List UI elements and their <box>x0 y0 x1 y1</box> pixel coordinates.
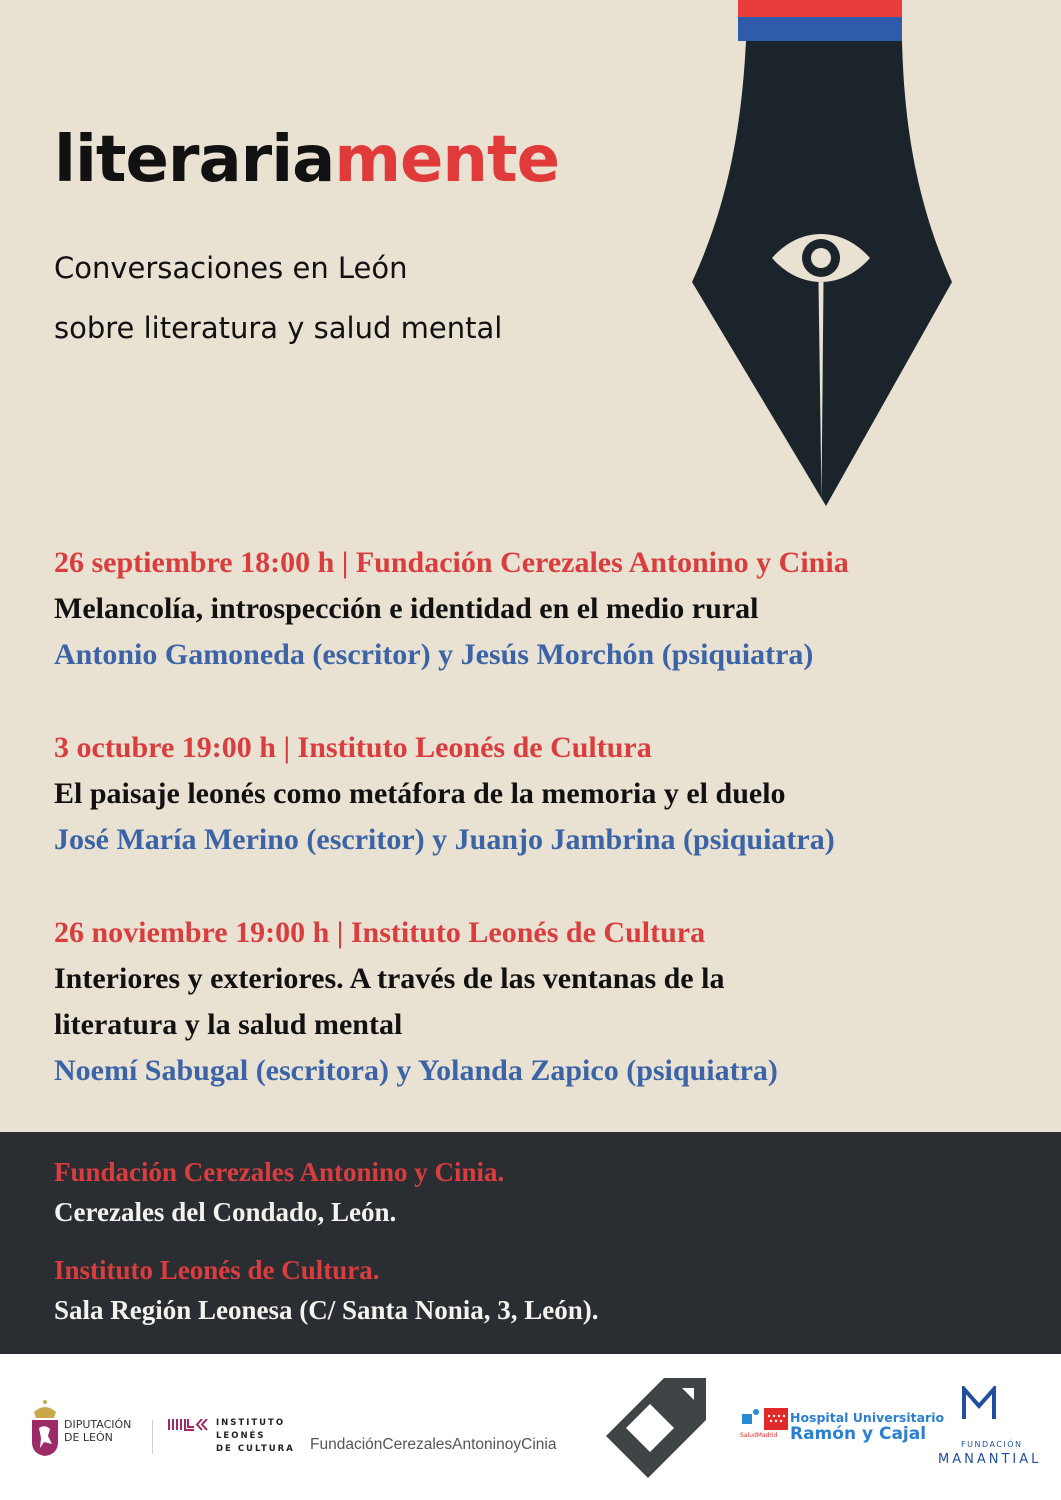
event-1 <box>54 540 1044 678</box>
logo-fundacion-manantial <box>935 1384 1055 1468</box>
event-speakers: Noemí Sabugal (escritora) y Yolanda Zapico (psiquiatra) <box>54 1054 778 1087</box>
subtitle-line-1: Conversaciones en León <box>54 251 408 285</box>
hospital-tag: SaludMadrid <box>740 1432 778 1439</box>
ilc-line-2: LEONÉS <box>216 1431 266 1441</box>
venue-name: Fundación Cerezales Antonino y Cinia. <box>54 1157 505 1187</box>
logo-hospital-ramon-y-cajal <box>740 1408 945 1448</box>
brand-prefix: literaria <box>54 123 335 197</box>
diputacion-line-2: DE LEÓN <box>64 1431 113 1444</box>
venue-address: Cerezales del Condado, León. <box>54 1197 397 1227</box>
hospital-line-2: Ramón y Cajal <box>790 1424 927 1444</box>
event-date-venue: 26 noviembre 19:00 h | Instituto Leonés de Cultura <box>54 916 706 949</box>
venue-1 <box>54 1152 504 1232</box>
cerezales-text-5: Cinia <box>521 1436 557 1453</box>
diputacion-line-1: DIPUTACIÓN <box>64 1418 132 1431</box>
brand-title <box>54 123 559 197</box>
venue-2 <box>54 1250 599 1330</box>
cerezales-text-3: Antonino <box>452 1436 514 1453</box>
event-title: Melancolía, introspección e identidad en el medio rural <box>54 592 759 625</box>
manantial-line-1: FUNDACIÓN <box>961 1440 1023 1449</box>
manantial-line-2: MANANTIAL <box>938 1452 1042 1467</box>
event-speakers: José María Merino (escritor) y Juanjo Jambrina (psiquiatra) <box>54 823 835 856</box>
cerezales-text-4: y <box>513 1436 522 1453</box>
event-2 <box>54 725 1044 863</box>
venue-address: Sala Región Leonesa (C/ Santa Nonia, 3, León). <box>54 1295 599 1325</box>
event-3 <box>54 910 1044 1094</box>
subtitle-line-2: sobre literatura y salud mental <box>54 311 503 345</box>
crown-shield-icon <box>30 1398 60 1456</box>
fountain-pen-nib-with-eye-icon <box>690 0 955 510</box>
salud-madrid-icon <box>740 1408 788 1430</box>
event-date-venue: 3 octubre 19:00 h | Instituto Leonés de Cultura <box>54 731 652 764</box>
event-title: El paisaje leonés como metáfora de la memoria y el duelo <box>54 777 786 810</box>
event-title-line-2: literatura y la salud mental <box>54 1008 403 1041</box>
cerezales-text-1: Fundación <box>310 1436 383 1453</box>
hospital-line-1: Hospital Universitario <box>790 1410 945 1425</box>
logo-fundacion-cerezales <box>310 1436 556 1454</box>
venues-band <box>0 1132 1061 1354</box>
sponsor-logos-strip <box>0 1354 1061 1500</box>
cerezales-text-2: Cerezales <box>382 1436 453 1453</box>
venue-name: Instituto Leonés de Cultura. <box>54 1255 380 1285</box>
logo-diputacion-leon <box>30 1398 150 1458</box>
manantial-m-icon <box>961 1386 997 1420</box>
event-date-venue: 26 septiembre 18:00 h | Fundación Cerezales Antonino y Cinia <box>54 546 849 579</box>
brand-suffix: mente <box>334 123 559 197</box>
event-speakers: Antonio Gamoneda (escritor) y Jesús Morchón (psiquiatra) <box>54 638 814 671</box>
ilc-stripes-icon <box>168 1419 210 1431</box>
cerezales-tag-icon <box>606 1374 710 1478</box>
logo-divider <box>152 1420 153 1454</box>
logo-instituto-leones-cultura <box>168 1418 298 1462</box>
ilc-line-3: DE CULTURA <box>216 1444 295 1454</box>
event-title-line-1: Interiores y exteriores. A través de las ventanas de la <box>54 962 725 995</box>
ilc-line-1: INSTITUTO <box>216 1418 286 1428</box>
